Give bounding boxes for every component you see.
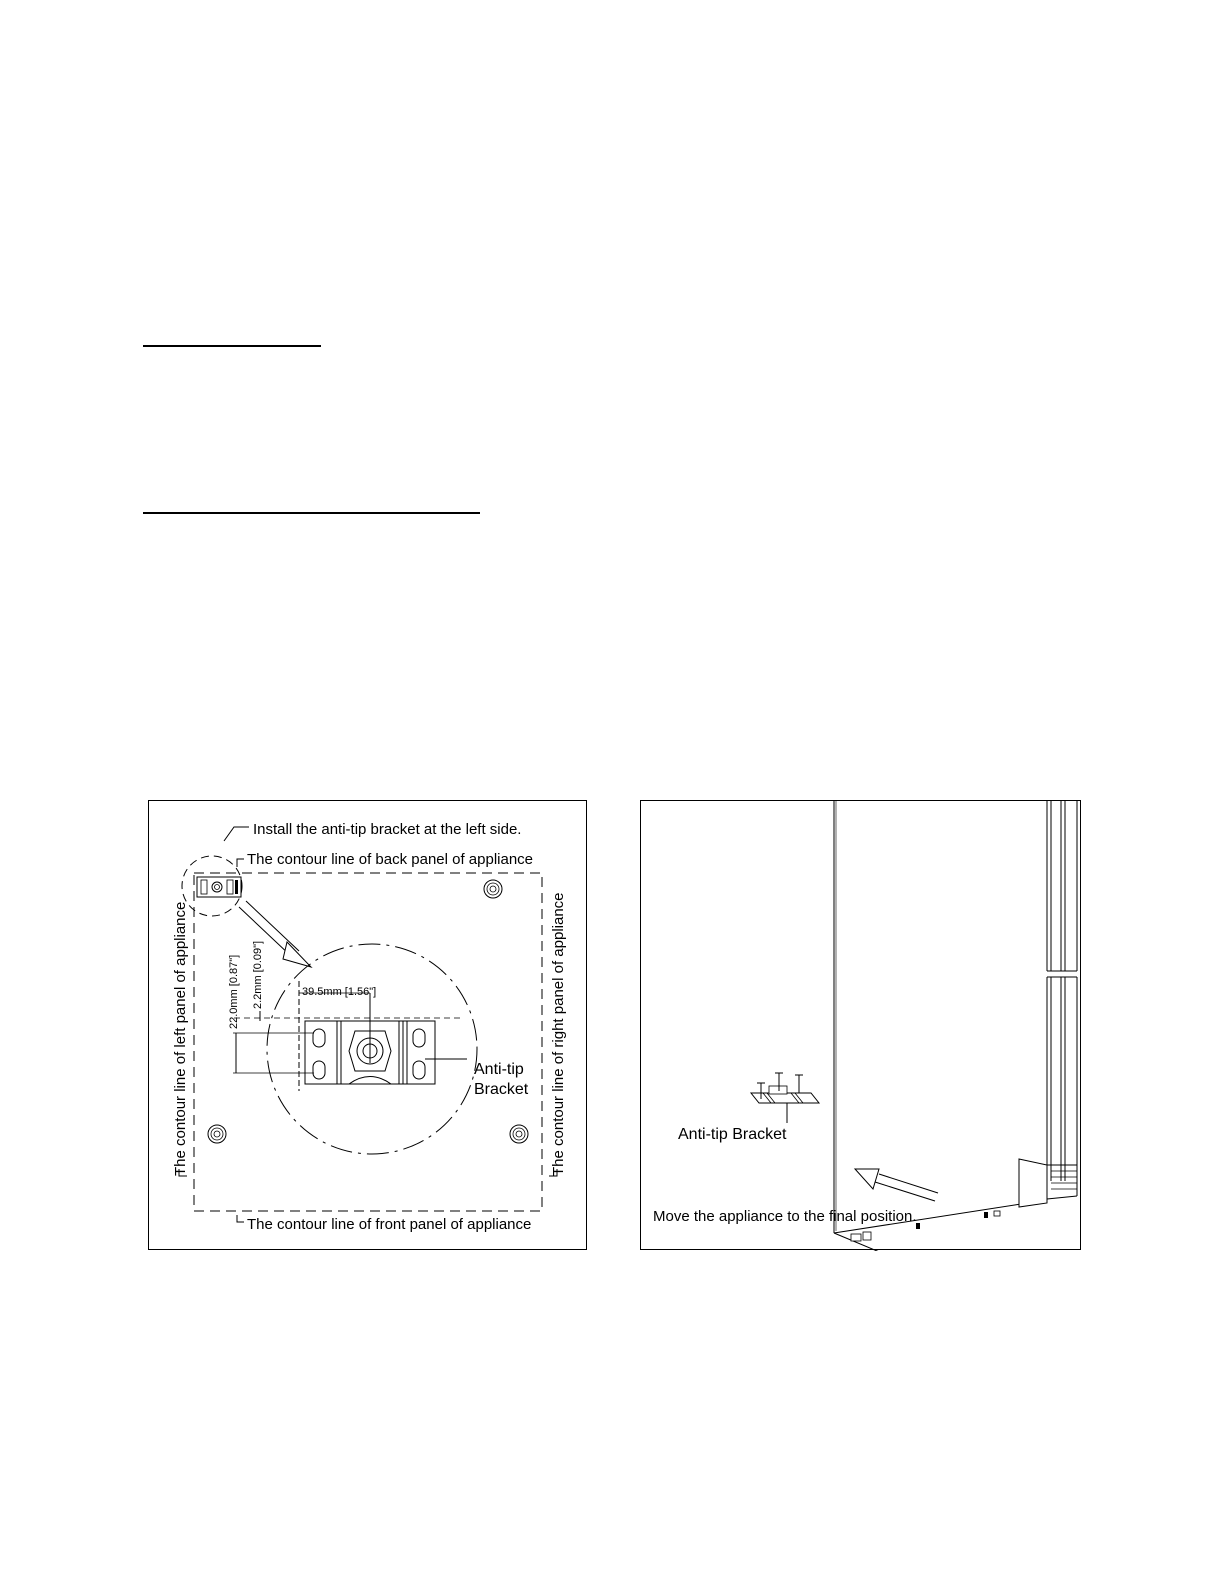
front-panel-leader: [237, 1215, 244, 1222]
install-note-text: Install the anti-tip bracket at the left side.: [253, 821, 522, 838]
leveling-foot-icon-top-right: [484, 880, 502, 898]
back-panel-leader: [237, 859, 244, 867]
bracket-label-line2: Bracket: [474, 1081, 529, 1098]
small-bracket-icon: [197, 877, 241, 897]
move-appliance-diagram: [641, 801, 1082, 1251]
dimension-height-label: 22.0mm [0.87"]: [228, 954, 240, 1029]
bracket-label-line1: Anti-tip: [474, 1061, 524, 1078]
left-panel-label: The contour line of left panel of appliance: [172, 901, 189, 1176]
floor-bracket-label: Anti-tip Bracket: [678, 1126, 787, 1143]
floor-bracket-icon: [751, 1073, 819, 1123]
move-note: Move the appliance to the final position.: [653, 1208, 917, 1225]
back-panel-label: The contour line of back panel of appliance: [247, 851, 534, 868]
magnify-arrow-icon: [239, 901, 311, 967]
floor-plan-diagram: [149, 801, 588, 1251]
appliance-bottom-edge-hidden-3: [834, 1235, 941, 1251]
front-panel-label: The contour line of front panel of appliance: [247, 1216, 532, 1233]
dimension-width-label: 39.5mm [1.56"]: [302, 986, 377, 998]
dimension-small-label: 2.2mm [0.09"]: [252, 940, 264, 1009]
install-note-leader: [224, 827, 249, 841]
kick-plate: [1019, 1159, 1077, 1207]
leveling-foot-icon-bottom-right: [510, 1125, 528, 1143]
move-appliance-figure: [640, 800, 1081, 1250]
right-panel-label: The contour line of right panel of appliance: [550, 892, 567, 1176]
section-heading-underline-2: [143, 512, 480, 514]
anti-tip-bracket-floor-plan-figure: [148, 800, 587, 1250]
section-heading-underline-1: [143, 345, 321, 347]
direction-arrow-icon: [855, 1169, 938, 1201]
leveling-foot-icon-bottom-left: [208, 1125, 226, 1143]
